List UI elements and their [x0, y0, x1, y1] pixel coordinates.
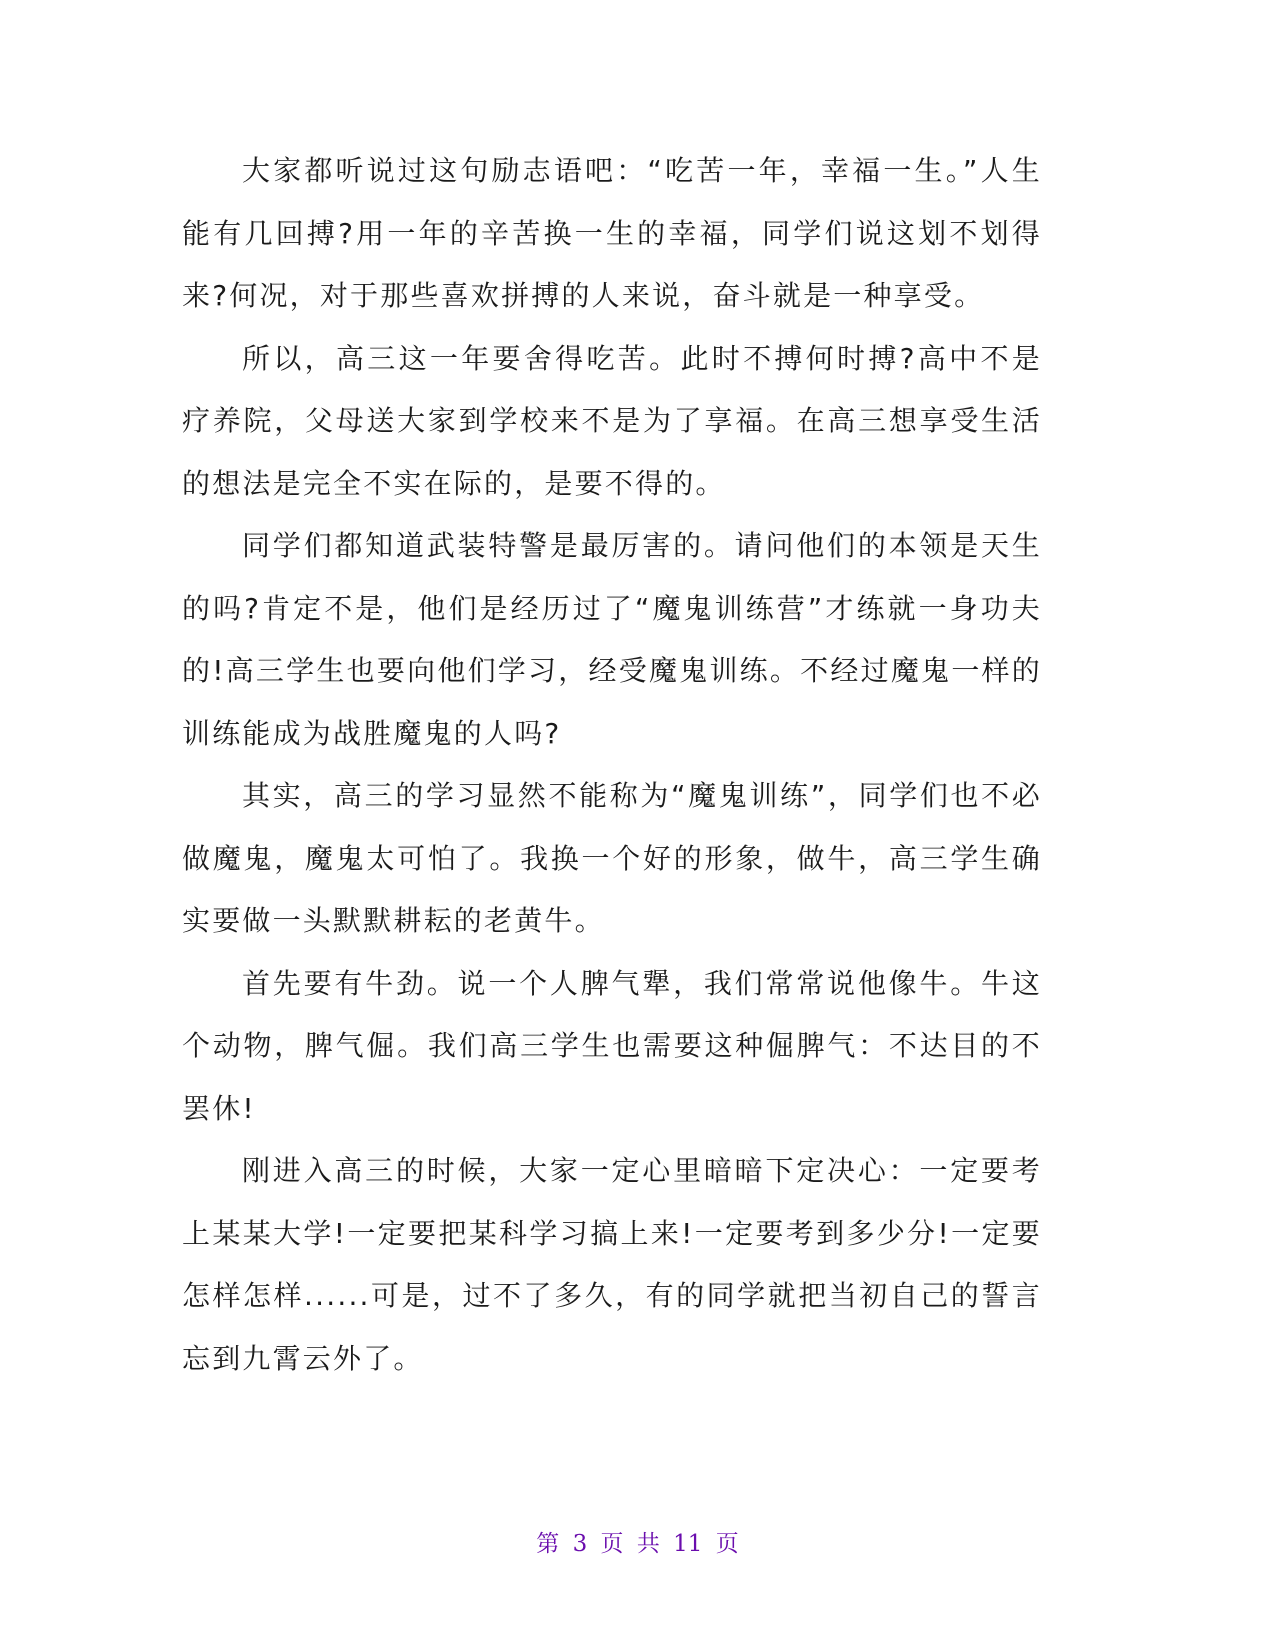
document-body: [182, 140, 1042, 1390]
paragraph-2: 所以，高三这一年要舍得吃苦。此时不搏何时搏?高中不是疗养院，父母送大家到学校来不是为了享福。在高三想享受生活的想法是完全不实在际的，是要不得的。: [182, 341, 1042, 500]
paragraph-1: 大家都听说过这句励志语吧：“吃苦一年，幸福一生。”人生能有几回搏?用一年的辛苦换一生的幸福，同学们说这划不划得来?何况，对于那些喜欢拼搏的人来说，奋斗就是一种享受。: [182, 154, 1042, 312]
paragraph-4: 其实，高三的学习显然不能称为“魔鬼训练”，同学们也不必做魔鬼，魔鬼太可怕了。我换一个好的形象，做牛，高三学生确实要做一头默默耕耘的老黄牛。: [182, 779, 1042, 937]
paragraph-6: 刚进入高三的时候，大家一定心里暗暗下定决心：一定要考上某某大学!一定要把某科学习搞上来!一定要考到多少分!一定要怎样怎样......可是，过不了多久，有的同学就把当初自己的誓言忘到九霄云外了。: [182, 1154, 1042, 1375]
page-number-footer: 第 3 页 共 11 页: [536, 1531, 739, 1557]
paragraph-3: 同学们都知道武装特警是最厉害的。请问他们的本领是天生的吗?肯定不是，他们是经历过了“魔鬼训练营”才练就一身功夫的!高三学生也要向他们学习，经受魔鬼训练。不经过魔鬼一样的训练能成为战胜魔鬼的人吗?: [182, 529, 1042, 750]
paragraph-5: 首先要有牛劲。说一个人脾气犟，我们常常说他像牛。牛这个动物，脾气倔。我们高三学生也需要这种倔脾气：不达目的不罢休!: [182, 966, 1042, 1125]
